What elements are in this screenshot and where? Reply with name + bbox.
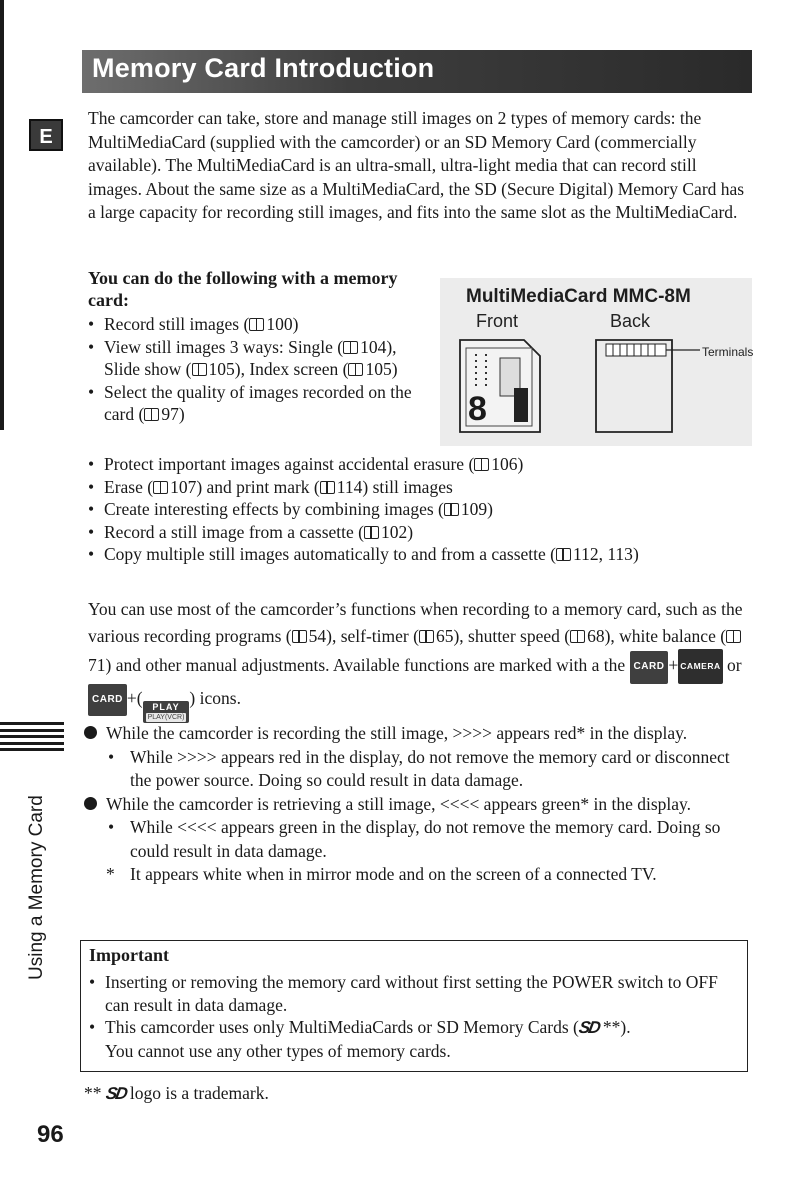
list-item: • Copy multiple still images automatically to and from a cassette ( 112, 113) xyxy=(88,543,758,566)
book-icon xyxy=(153,481,168,494)
book-icon xyxy=(570,630,585,643)
features-heading: You can do the following with a memory card: xyxy=(88,268,398,310)
memory-card-figure xyxy=(440,278,752,446)
back-label: Back xyxy=(610,311,651,331)
list-item: • Record still images ( 100) xyxy=(88,313,433,336)
card-number-label: 8 xyxy=(468,390,487,428)
play-mode-icon: PLAY PLAY(VCR) xyxy=(143,701,190,723)
bullet-dot-icon xyxy=(84,726,97,739)
sd-logo-icon: SD xyxy=(104,1084,128,1103)
important-heading: Important xyxy=(89,945,169,965)
list-item: • Create interesting effects by combining images ( 109) xyxy=(88,498,758,521)
language-badge: E xyxy=(29,119,63,151)
list-item: • Select the quality of images recorded on the card ( 97) xyxy=(88,381,433,426)
book-icon xyxy=(343,341,358,354)
page-title: Memory Card Introduction xyxy=(92,53,435,83)
book-icon xyxy=(556,548,571,561)
note-retrieving: While the camcorder is retrieving a still image, <<<< appears green* in the display. xyxy=(84,793,754,817)
book-icon xyxy=(192,363,207,376)
list-item: • This camcorder uses only MultiMediaCards or SD Memory Cards (SD **). You cannot use any other types of memory cards. xyxy=(89,1016,739,1062)
list-item: • View still images 3 ways: Single ( 104), Slide show ( 105), Index screen ( 105) xyxy=(88,336,433,381)
intro-paragraph: The camcorder can take, store and manage still images on 2 types of memory cards: the MultiMediaCard (supplied with the camcorder) or an SD Memory Card (commercially available). The MultiMediaCard is an ultra-small, ultra-light media that can record still images. About the same size as a MultiMediaCard, the SD (Secure Digital) Memory Card has a large capacity for recording still images, and fits into the same slot as the MultiMediaCard. xyxy=(88,108,745,222)
card-drawings xyxy=(440,278,752,446)
left-margin-rule xyxy=(0,0,4,430)
book-icon xyxy=(364,526,379,539)
footnote: ** SD logo is a trademark. xyxy=(84,1083,269,1103)
list-item: • Record a still image from a cassette ( 102) xyxy=(88,521,758,544)
bullet-dot-icon xyxy=(84,797,97,810)
features-list-top xyxy=(88,313,433,426)
card-mode-icon: CARD xyxy=(630,651,669,684)
section-title-bar xyxy=(82,50,752,93)
features-list-bottom xyxy=(88,453,758,566)
figure-title: MultiMediaCard MMC-8M xyxy=(466,286,691,307)
camera-mode-icon: CAMERA xyxy=(678,649,722,684)
important-box xyxy=(80,940,748,1072)
book-icon xyxy=(348,363,363,376)
important-list xyxy=(89,971,739,1062)
card-back-drawing xyxy=(596,340,700,432)
sd-logo-icon: SD xyxy=(577,1018,601,1037)
book-icon xyxy=(444,503,459,516)
list-item: • Erase ( 107) and print mark ( 114) still images xyxy=(88,476,758,499)
book-icon xyxy=(419,630,434,643)
card-mode-icon: CARD xyxy=(88,684,127,717)
page-number: 96 xyxy=(37,1121,64,1148)
book-icon xyxy=(320,481,335,494)
list-item: • Protect important images against accidental erasure ( 106) xyxy=(88,453,758,476)
terminals-label: Terminals xyxy=(702,345,754,359)
list-item: • Inserting or removing the memory card without first setting the POWER switch to OFF can result in data damage. xyxy=(89,971,739,1016)
book-icon xyxy=(144,408,159,421)
side-section-tab: Using a Memory Card xyxy=(26,795,47,980)
front-label: Front xyxy=(476,311,519,331)
note-recording: While the camcorder is recording the still image, >>>> appears red* in the display. xyxy=(84,722,754,746)
note-asterisk: * It appears white when in mirror mode and on the screen of a connected TV. xyxy=(106,864,657,884)
book-icon xyxy=(249,318,264,331)
book-icon xyxy=(292,630,307,643)
book-icon xyxy=(726,630,741,643)
note-retrieving-warning: • While <<<< appears green in the display, do not remove the memory card. Doing so could result in data damage. xyxy=(84,816,754,863)
note-recording-warning: • While >>>> appears red in the display, do not remove the memory card or disconnect the power source. Doing so could result in data damage. xyxy=(84,746,754,793)
book-icon xyxy=(474,458,489,471)
functions-paragraph: You can use most of the camcorder’s functions when recording to a memory card, such as the various recording programs ( 54), self-timer ( 65), shutter speed ( 68), white balance (71) and other manual adjustments. Available functions are marked with a the CARD + CAMERA or CARD +( PLAY PLAY(VCR) ) icons. xyxy=(88,599,743,721)
recording-notes xyxy=(84,722,754,887)
